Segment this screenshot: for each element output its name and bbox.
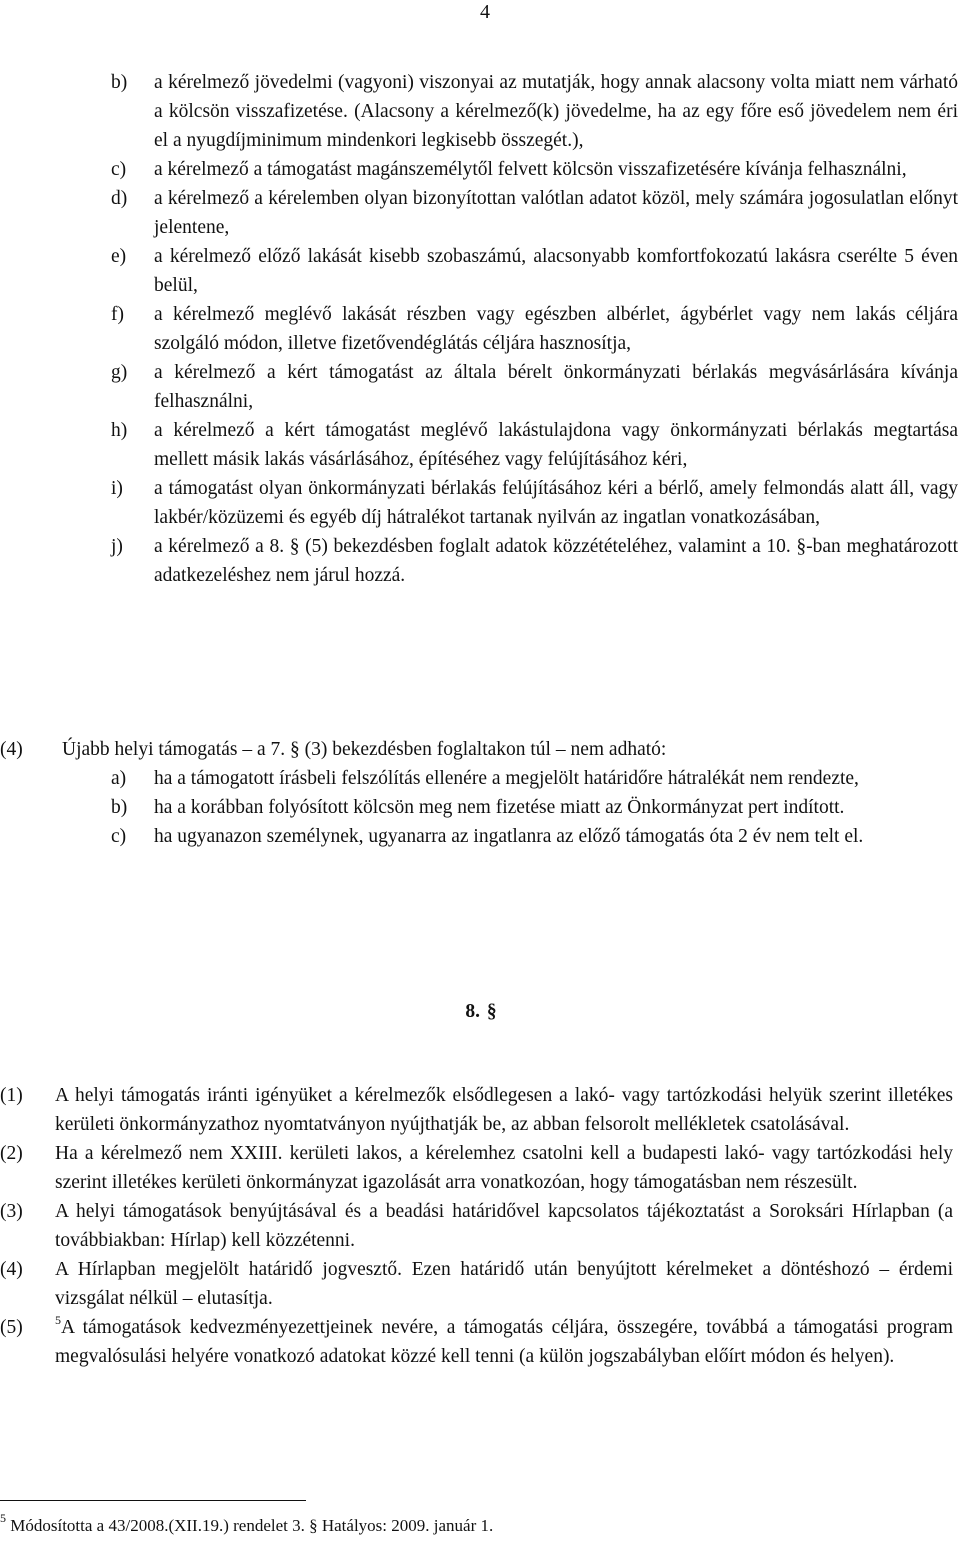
footnote-marker: 5	[0, 1511, 6, 1525]
condition-item	[0, 242, 960, 300]
condition-item	[0, 474, 960, 532]
subcondition-item-label: b)	[111, 797, 128, 818]
section-number: 8.	[465, 1001, 480, 1022]
subcondition-item	[0, 764, 960, 793]
paragraph-4	[0, 735, 960, 851]
subcondition-item-text: ha a támogatott írásbeli felszólítás ellenére a megjelölt határidőre hátralékát nem rendezte,	[154, 768, 859, 789]
paragraph-number: (4)	[0, 739, 23, 760]
condition-item-label: e)	[111, 246, 127, 267]
paragraph-item-text: A Hírlapban megjelölt határidő jogvesztő. Ezen határidő után benyújtott kérelmeket a döntéshozó – érdemi vizsgálat nélkül – elutasítja.	[55, 1259, 953, 1309]
condition-item-text: a kérelmező előző lakását kisebb szobaszámú, alacsonyabb komfortfokozatú lakásra cserélte 5 éven belül,	[154, 246, 958, 296]
paragraph-text: Újabb helyi támogatás – a 7. § (3) bekezdésben foglaltakon túl – nem adható:	[62, 739, 667, 760]
condition-item-label: d)	[111, 188, 128, 209]
section-heading	[0, 997, 960, 1027]
paragraph-item-text	[55, 1313, 953, 1371]
condition-item	[0, 532, 960, 590]
section-paragraph-list	[0, 1081, 960, 1371]
exclusion-list	[0, 68, 960, 590]
condition-item-label: g)	[111, 362, 128, 383]
paragraph-item-label: (5)	[0, 1317, 23, 1338]
condition-item-label: h)	[111, 420, 128, 441]
page-number: 4	[480, 1, 490, 23]
condition-item	[0, 416, 960, 474]
condition-item-label: j)	[111, 536, 123, 557]
condition-item-label: b)	[111, 72, 128, 93]
paragraph-item	[0, 1255, 960, 1313]
condition-item-label: f)	[111, 304, 124, 325]
subcondition-item-text: ha ugyanazon személynek, ugyanarra az ingatlanra az előző támogatás óta 2 év nem telt el.	[154, 826, 864, 847]
footnote-reference: 5	[55, 1313, 61, 1327]
section-sign: §	[486, 1001, 497, 1022]
footnote-divider	[0, 1500, 306, 1501]
condition-item	[0, 300, 960, 358]
subcondition-item	[0, 822, 960, 851]
condition-item	[0, 155, 960, 184]
paragraph-item	[0, 1197, 960, 1255]
condition-item-text: a kérelmező a kért támogatást az általa bérelt önkormányzati bérlakás megvásárlására kívánja felhasználni,	[154, 362, 958, 412]
paragraph-item-text: A helyi támogatás iránti igényüket a kérelmezők elsődlegesen a lakó- vagy tartózkodási helyük szerint illetékes kerületi önkormányzathoz nyomtatványon nyújthatják be, az abban felsorolt mellékletek csatolásával.	[55, 1085, 953, 1135]
condition-item-text: a támogatást olyan önkormányzati bérlakás felújításához kéri a bérlő, amely felmondás alatt áll, vagy lakbér/közüzemi és egyéb díj hátralékot tartanak nyilván az ingatlan vonatkozásában,	[154, 478, 958, 528]
subcondition-item-text: ha a korábban folyósított kölcsön meg nem fizetése miatt az Önkormányzat pert indított.	[154, 797, 845, 818]
condition-item-label: i)	[111, 478, 123, 499]
paragraph-item	[0, 1139, 960, 1197]
subcondition-item	[0, 793, 960, 822]
footnote	[0, 1513, 493, 1539]
subcondition-item-label: a)	[111, 768, 127, 789]
paragraph-item	[0, 1313, 960, 1371]
condition-item-text: a kérelmező a támogatást magánszemélytől felvett kölcsön visszafizetésére kívánja felhasználni,	[154, 159, 907, 180]
condition-item	[0, 68, 960, 155]
condition-item-text: a kérelmező meglévő lakását részben vagy egészben albérlet, ágybérlet vagy nem lakás céljára szolgáló módon, illetve fizetővendéglátás céljára hasznosítja,	[154, 304, 958, 354]
paragraph-item-label: (2)	[0, 1143, 23, 1164]
condition-item	[0, 184, 960, 242]
paragraph-item-label: (3)	[0, 1201, 23, 1222]
subcondition-item-label: c)	[111, 826, 127, 847]
paragraph-item	[0, 1081, 960, 1139]
paragraph-item-label: (1)	[0, 1085, 23, 1106]
paragraph-4-heading	[0, 735, 960, 764]
paragraph-item-label: (4)	[0, 1259, 23, 1280]
paragraph-item-text: A helyi támogatások benyújtásával és a beadási határidővel kapcsolatos tájékoztatást a Soroksári Hírlapban (a továbbiakban: Hírlap) kell közzétenni.	[55, 1201, 953, 1251]
condition-item-text: a kérelmező a 8. § (5) bekezdésben foglalt adatok közzétételéhez, valamint a 10. §-ban meghatározott adatkezeléshez nem járul hozzá.	[154, 536, 958, 586]
paragraph-4-items	[0, 764, 960, 851]
paragraph-item-text: Ha a kérelmező nem XXIII. kerületi lakos, a kérelemhez csatolni kell a budapesti lakó- vagy tartózkodási hely szerint illetékes kerületi önkormányzat igazolását arra vonatkozóan, hogy támogatásban nem részesült.	[55, 1143, 953, 1193]
condition-item-text: a kérelmező a kért támogatást meglévő lakástulajdona vagy önkormányzati bérlakás megtartása mellett másik lakás vásárlásához, építéséhez vagy felújításához kéri,	[154, 420, 958, 470]
paragraph-item-body: A támogatások kedvezményezettjeinek nevére, a támogatás céljára, összegére, továbbá a támogatási program megvalósulási helyére vonatkozó adatokat közzé kell tenni (a külön jogszabályban előírt módon és helyen).	[55, 1317, 953, 1367]
condition-item-text: a kérelmező jövedelmi (vagyoni) viszonyai az mutatják, hogy annak alacsony volta miatt nem várható a kölcsön visszafizetése. (Alacsony a kérelmező(k) jövedelme, ha az egy főre eső jövedelem nem éri el a nyugdíjminimum mindenkori legkisebb összegét.),	[154, 72, 958, 151]
condition-item-label: c)	[111, 159, 127, 180]
condition-item-text: a kérelmező a kérelemben olyan bizonyítottan valótlan adatot közöl, mely számára jogosulatlan előnyt jelentene,	[154, 188, 958, 238]
condition-item	[0, 358, 960, 416]
footnote-text: Módosította a 43/2008.(XII.19.) rendelet 3. § Hatályos: 2009. január 1.	[6, 1516, 494, 1535]
